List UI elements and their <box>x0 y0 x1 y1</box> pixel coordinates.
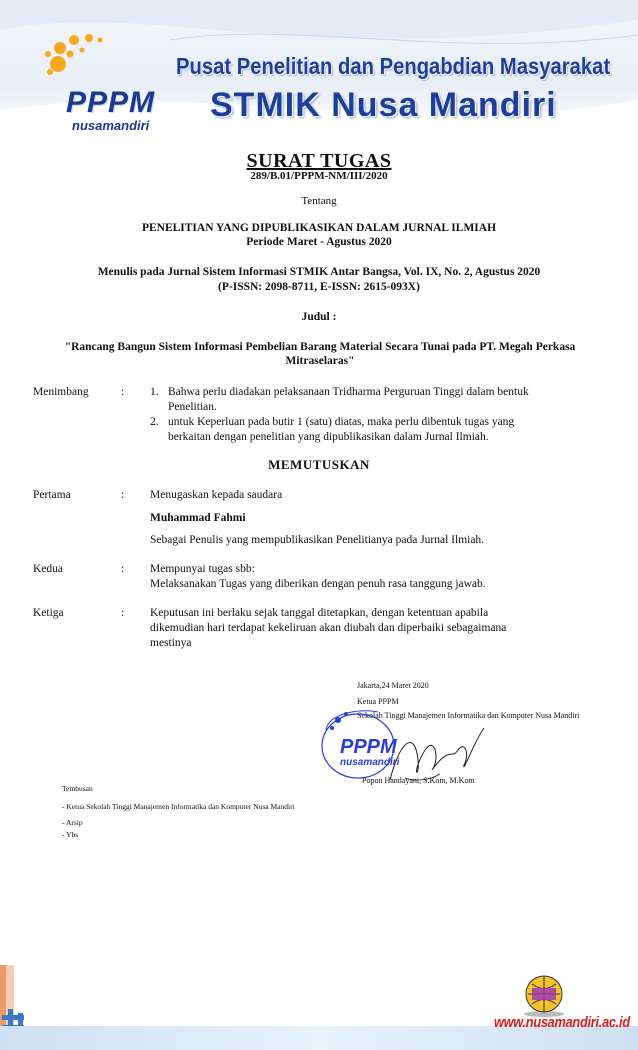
menimbang-item-2-num: 2. <box>150 416 159 428</box>
menimbang-item-1-line1: Bahwa perlu diadakan pelaksanaan Tridharma Perguruan Tinggi dalam bentuk <box>168 386 529 398</box>
menimbang-item-1-num: 1. <box>150 386 159 398</box>
judul-text: "Rancang Bangun Sistem Informasi Pembelian Barang Material Secara Tunai pada PT. Megah Perkasa Mitraselaras" <box>64 341 576 367</box>
tembusan-item-2: - Arsip <box>62 818 83 827</box>
publication-line2: (P-ISSN: 2098-8711, E-ISSN: 2615-093X) <box>218 281 420 293</box>
letterhead <box>0 0 638 140</box>
judul-label: Judul : <box>301 311 337 323</box>
footer-website-link[interactable]: www.nusamandiri.ac.id <box>494 1014 630 1031</box>
pertama-line1: Menugaskan kepada saudara <box>150 489 283 501</box>
logo-dots-icon <box>44 34 114 94</box>
tembusan-item-3: - Ybs <box>62 830 79 839</box>
menimbang-item-2-line1: untuk Keperluan pada butir 1 (satu) diatas, maka perlu dibentuk tugas yang <box>168 416 515 428</box>
letter-number: 289/B.01/PPPM-NM/III/2020 <box>250 170 388 182</box>
menimbang-item-1-line2: Penelitian. <box>168 401 217 413</box>
letter-title: SURAT TUGAS <box>246 150 392 172</box>
stamp-text: PPPM <box>340 736 397 758</box>
tentang-label: Tentang <box>301 195 337 207</box>
signer-name: Popon Handayani, S.Kom, M.Kom <box>362 776 475 785</box>
sign-place-date: Jakarta,24 Maret 2020 <box>357 681 429 690</box>
ketiga-line3: mestinya <box>150 637 192 649</box>
pppm-logo <box>44 34 174 133</box>
assignee-name: Muhammad Fahmi <box>150 512 246 524</box>
ketiga-label: Ketiga <box>33 607 64 619</box>
footer-globe-logo-icon <box>518 972 570 1018</box>
ketiga-line2: dikemudian hari terdapat kekeliruan akan diubah dan diperbaiki sebagaimana <box>150 622 507 634</box>
institution-line1: Pusat Penelitian dan Pengabdian Masyarakat <box>176 53 611 79</box>
ketiga-line1: Keputusan ini berlaku sejak tanggal ditetapkan, dengan ketentuan apabila <box>150 607 489 619</box>
logo-text: PPPM <box>66 86 156 119</box>
topic-line2: Periode Maret - Agustus 2020 <box>246 236 392 248</box>
kedua-line1: Mempunyai tugas sbb: <box>150 563 255 575</box>
memutuskan-heading: MEMUTUSKAN <box>268 457 370 472</box>
sign-institution: Sekolah Tinggi Manajemen Informatika dan Komputer Nusa Mandiri <box>357 711 580 720</box>
menimbang-colon: : <box>121 386 125 398</box>
kedua-label: Kedua <box>33 563 64 575</box>
tembusan-item-1: - Ketua Sekolah Tinggi Manajemen Informatika dan Komputer Nusa Mandiri <box>62 802 295 811</box>
menimbang-item-2-line2: berkaitan dengan penelitian yang dipublikasikan dalam Jurnal Ilmiah. <box>168 431 489 443</box>
tembusan-label: Tembusan <box>62 784 93 793</box>
kedua-line2: Melaksanakan Tugas yang diberikan dengan penuh rasa tanggung jawab. <box>150 578 486 590</box>
logo-subtext: nusamandiri <box>72 118 150 133</box>
publication-line1: Menulis pada Jurnal Sistem Informasi STMIK Antar Bangsa, Vol. IX, No. 2, Agustus 2020 <box>97 266 541 278</box>
ketiga-colon: : <box>121 607 125 619</box>
topic-line1: PENELITIAN YANG DIPUBLIKASIKAN DALAM JURNAL ILMIAH <box>141 222 497 234</box>
pertama-colon: : <box>121 489 125 501</box>
pertama-line2: Sebagai Penulis yang mempublikasikan Penelitianya pada Jurnal Ilmiah. <box>150 534 485 546</box>
kedua-colon: : <box>121 563 125 575</box>
institution-line2: STMIK Nusa Mandiri <box>210 86 557 124</box>
menimbang-label: Menimbang <box>33 386 89 398</box>
sign-position: Ketua PPPM <box>357 697 399 706</box>
stamp-subtext: nusamandiri <box>340 757 400 768</box>
pertama-label: Pertama <box>33 489 71 501</box>
